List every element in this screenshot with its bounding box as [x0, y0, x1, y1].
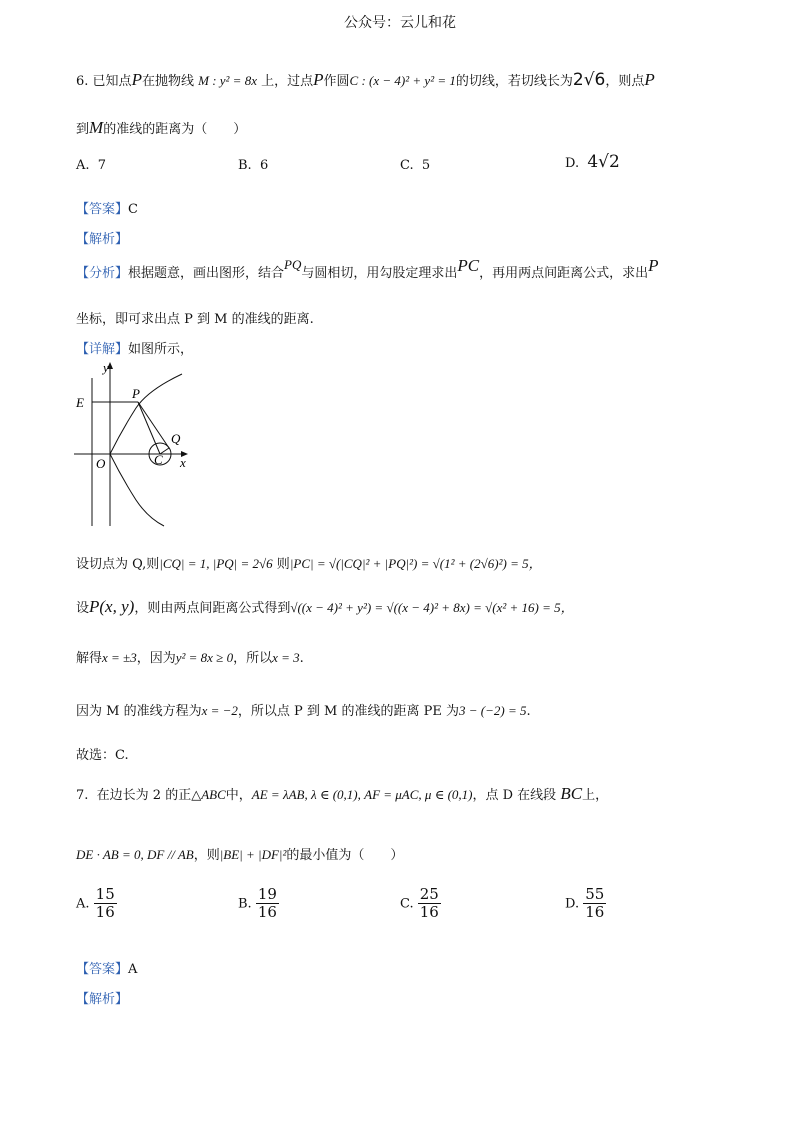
label-O: O	[96, 456, 106, 471]
q6-line2-rest: 的准线的距离为（ ）	[103, 122, 247, 137]
q6-answer: 【答案】C	[76, 202, 138, 217]
q7-option-b: B. $\frac{19}{16}$	[238, 885, 277, 922]
fenxi-PQ: PQ	[284, 257, 302, 272]
segment-PC	[138, 402, 160, 454]
q6-sol-line2: 设P(x, y)，则由两点间距离公式得到√((x − 4)² + y²) = √((x − 4)² + 8x) = √(x² + 16) = 5，	[76, 597, 574, 616]
q6-choose: 故选：C.	[76, 748, 129, 763]
q6-stem-line1	[76, 70, 655, 90]
q6-line2-M: M	[89, 118, 104, 137]
q6-fenxi-line1: 【分析】根据题意，画出图形，结合PQ与圆相切，用勾股定理求出PC，再用两点间距离公式，求出P	[76, 256, 659, 281]
q6-fenxi-line2: 坐标，即可求出点 P 到 M 的准线的距离.	[76, 312, 314, 327]
sol2-math: √((x − 4)² + y²) = √((x − 4)² + 8x) = √(x² + 16) = 5，	[290, 600, 574, 615]
label-E: E	[76, 395, 84, 410]
sol2-point: P(x, y)	[89, 597, 135, 616]
label-y: y	[103, 360, 109, 375]
q6-text-b: 在抛物线	[141, 74, 194, 89]
label-Q: Q	[171, 431, 181, 446]
q7-stem-line1: 7. 在边长为 2 的正△ABC中，AE = λAB, λ ∈ (0,1), AF = μAC, μ ∈ (0,1)，点 D 在线段 BC上，	[76, 784, 609, 803]
q7-answer: 【答案】A	[76, 962, 138, 977]
parabola-curve	[110, 374, 182, 526]
sol1-math: |CQ| = 1, |PQ| = 2√6	[159, 556, 273, 571]
q6-text-d: 作圆	[323, 74, 350, 89]
q6-figure	[70, 358, 200, 528]
q6-option-b: B. 6	[238, 158, 269, 173]
fenxi-P: P	[648, 256, 659, 275]
label-x: x	[180, 455, 186, 470]
q7-line2-math: DE · AB = 0, DF // AB	[76, 847, 194, 862]
q6-text-a: 已知点	[92, 74, 132, 89]
label-P: P	[132, 386, 140, 401]
q6-line2-to: 到	[76, 122, 90, 137]
q6-analysis-tag: 【解析】	[76, 232, 129, 247]
segment-PQ	[138, 402, 169, 448]
q6-sol-line3: 解得x = ±3，因为y² = 8x ≥ 0，所以x = 3.	[76, 650, 304, 666]
q6-tangent-length: 2√6	[572, 70, 606, 90]
q6-number: 6.	[76, 74, 89, 89]
page-header: 公众号：云儿和花	[344, 15, 456, 31]
q6-option-a: A. 7	[76, 158, 107, 173]
q7-option-d: D. $\frac{55}{16}$	[565, 885, 605, 922]
q6-text-f: ，则点	[605, 74, 645, 89]
q7-analysis-tag: 【解析】	[76, 992, 129, 1007]
q7-option-a: A. $\frac{15}{16}$	[76, 885, 115, 922]
q7-line2-math2: |BE| + |DF|²	[219, 847, 287, 862]
q6-stem-line2	[76, 118, 246, 138]
q7-stem-line2: DE · AB = 0, DF // AB，则|BE| + |DF|²的最小值为（ ）	[76, 847, 404, 863]
q6-option-c: C. 5	[400, 158, 431, 173]
q6-point-P2: P	[313, 70, 324, 89]
q6-option-d: D. 4√2	[565, 152, 620, 172]
q6-sol-line4: 因为 M 的准线方程为x = −2，所以点 P 到 M 的准线的距离 PE 为3 − (−2) = 5.	[76, 703, 531, 719]
q6-text-c: 上，过点	[261, 74, 314, 89]
q6-text-e: 的切线，若切线长为	[455, 74, 573, 89]
q6-parabola-eq: M : y² = 8x	[198, 73, 257, 88]
fenxi-PC: PC	[457, 256, 480, 275]
q6-circle-eq: C : (x − 4)² + y² = 1	[349, 73, 456, 88]
q6-point-P3: P	[644, 70, 655, 89]
q6-sol-line1: 设切点为 Q,则|CQ| = 1, |PQ| = 2√6 则|PC| = √(|CQ|² + |PQ|²) = √(1² + (2√6)²) = 5，	[76, 556, 542, 572]
q6-point-P: P	[131, 70, 142, 89]
q7-option-c: C. $\frac{25}{16}$	[400, 885, 439, 922]
q6-detail: 【详解】如图所示，	[76, 342, 194, 357]
q7-number: 7.	[76, 788, 89, 803]
sol1-math2: |PC| = √(|CQ|² + |PQ|²) = √(1² + (2√6)²) = 5，	[289, 556, 542, 571]
q7-vector-math: AE = λAB, λ ∈ (0,1), AF = μAC, μ ∈ (0,1)	[251, 787, 473, 802]
label-C: C	[154, 452, 163, 467]
